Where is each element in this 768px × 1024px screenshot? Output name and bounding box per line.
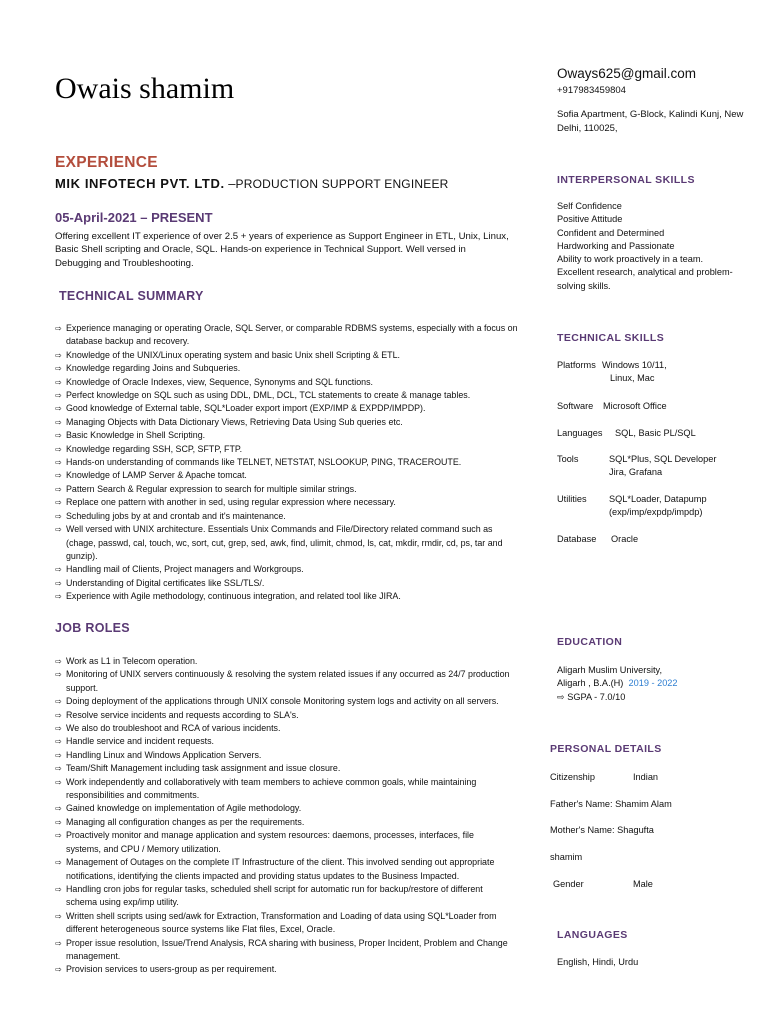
list-item-text: Provision services to users-group as per requirement. — [66, 964, 277, 975]
skill-item: Excellent research, analytical and problem-solving skills. — [557, 267, 733, 291]
arrow-bullet-icon: ⇨ — [55, 750, 62, 760]
arrow-bullet-icon: ⇨ — [55, 458, 62, 468]
father-name: Father's Name: Shamim Alam — [550, 799, 672, 809]
technical-skill-value-line: SQL*Loader, Datapump — [609, 494, 707, 504]
interpersonal-skills-list — [557, 200, 757, 293]
list-item-text: Knowledge of LAMP Server & Apache tomcat. — [66, 470, 247, 481]
list-item-text: Well versed with UNIX architecture. Essentials Unix Commands and File/Directory related command such as (chage, passwd, cal, touch, wc, sort, cut, grep, sed, awk, find, ulimit, chmod, ls, cat, mkdir, rmdir, cd, ps, tar and gunzip). — [66, 524, 503, 561]
technical-skills-heading: TECHNICAL SKILLS — [557, 332, 665, 344]
list-item-text: Experience managing or operating Oracle, SQL Server, or comparable RDBMS systems, especially with a focus on database backup and recovery. — [66, 323, 518, 347]
list-item-text: Experience with Agile methodology, continuous integration, and related tool like JIRA. — [66, 591, 401, 602]
list-item-text: Handling cron jobs for regular tasks, scheduled shell script for automatic run for backup/restore of different schema using exp/imp utility. — [66, 883, 483, 908]
arrow-bullet-icon: ⇨ — [55, 884, 62, 894]
mother-name: Mother's Name: Shagufta — [550, 825, 654, 835]
technical-skill-value — [609, 493, 707, 520]
list-item — [55, 376, 530, 389]
technical-skill-value-line: Linux, Mac — [610, 373, 655, 384]
skill-item: Hardworking and Passionate — [557, 240, 675, 251]
technical-skill-row — [557, 493, 757, 523]
list-item-text: Monitoring of UNIX servers continuously & resolving the system related issues if any occurred as 24/7 production support. — [66, 669, 510, 693]
company-name: MIK INFOTECH PVT. LTD. — [55, 176, 225, 191]
technical-skill-label: Languages — [557, 428, 603, 438]
arrow-bullet-icon: ⇨ — [55, 484, 62, 494]
gender-value: Male — [633, 879, 653, 889]
list-item-text: Gained knowledge on implementation of Agile methodology. — [66, 803, 302, 814]
technical-skill-row — [557, 453, 757, 483]
gender-label: Gender — [553, 879, 584, 889]
technical-skill-label: Database — [557, 534, 597, 544]
arrow-bullet-icon: ⇨ — [55, 592, 62, 602]
list-item — [55, 389, 530, 402]
list-item — [55, 443, 530, 456]
citizenship-label: Citizenship — [550, 772, 595, 782]
personal-details-heading: PERSONAL DETAILS — [550, 743, 662, 755]
list-item — [55, 963, 515, 976]
technical-skill-row — [557, 533, 757, 563]
list-item-text: Handling mail of Clients, Project managers and Workgroups. — [66, 564, 304, 575]
arrow-bullet-icon: ⇨ — [55, 324, 62, 333]
interpersonal-skills-heading: INTERPERSONAL SKILLS — [557, 174, 695, 186]
arrow-bullet-icon: ⇨ — [55, 404, 62, 414]
citizenship-value: Indian — [633, 772, 659, 782]
list-item-text: Management of Outages on the complete IT Infrastructure of the client. This involved sending out appropriate notifications, identifying the clients impacted and providing status updates to the Business Impacted. — [66, 857, 495, 881]
list-item-text: Managing Objects with Data Dictionary Views, Retrieving Data Using Sub queries etc. — [66, 416, 403, 427]
company-line — [55, 176, 449, 191]
skill-item: Self Confidence — [557, 201, 622, 211]
arrow-bullet-icon: ⇨ — [55, 377, 62, 387]
arrow-bullet-icon: ⇨ — [55, 498, 62, 508]
technical-skill-value — [602, 359, 667, 386]
list-item-text: Perfect knowledge on SQL such as using DDL, DML, DCL, TCL statements to create & manage tables. — [66, 390, 471, 401]
list-item-text: Handle service and incident requests. — [66, 736, 215, 747]
technical-skill-label: Software — [557, 401, 594, 411]
list-item-text: Work independently and collaboratively with team members to achieve common goals, while maintaining responsibilities and commitments. — [66, 776, 477, 801]
list-item — [55, 322, 530, 349]
list-item — [55, 749, 515, 762]
technical-skill-label: Platforms — [557, 360, 596, 370]
technical-skill-value — [603, 400, 667, 413]
arrow-bullet-icon: ⇨ — [55, 657, 62, 666]
arrow-bullet-icon: ⇨ — [55, 511, 62, 521]
list-item — [55, 496, 530, 509]
list-item-text: Knowledge regarding SSH, SCP, SFTP, FTP. — [66, 443, 243, 454]
technical-skill-row — [557, 359, 757, 389]
university-name: Aligarh Muslim University, — [557, 665, 662, 675]
email-address: Oways625@gmail.com — [557, 66, 697, 81]
list-item-text: Hands-on understanding of commands like TELNET, NETSTAT, NSLOOKUP, PING, TRACEROUTE. — [66, 457, 462, 468]
technical-summary-list — [55, 322, 530, 604]
list-item — [55, 577, 530, 590]
list-item-text: Scheduling jobs by at and crontab and it's maintenance. — [66, 510, 286, 521]
experience-summary: Offering excellent IT experience of over 2.5 + years of experience as Support Engineer in ETL, Unix, Linux, Basic Shell scripting and Oracle, SQL. Hands-on experience in Technical Support. Well versed in Debugging and Troubleshooting. — [55, 231, 509, 269]
list-item — [55, 910, 515, 937]
arrow-bullet-icon: ⇨ — [55, 710, 62, 720]
arrow-bullet-icon: ⇨ — [55, 444, 62, 454]
technical-skill-value-line: SQL*Plus, SQL Developer — [609, 454, 717, 464]
list-item — [55, 883, 515, 910]
arrow-bullet-icon: ⇨ — [55, 364, 62, 374]
education-details — [557, 664, 757, 704]
arrow-bullet-icon: ⇨ — [55, 565, 62, 575]
list-item — [55, 563, 530, 576]
list-item — [55, 523, 530, 563]
education-years: 2019 - 2022 — [628, 678, 678, 689]
candidate-name: Owais shamim — [55, 72, 235, 105]
arrow-bullet-icon: ⇨ — [55, 817, 62, 827]
arrow-bullet-icon: ⇨ — [55, 777, 62, 787]
skill-item: Positive Attitude — [557, 214, 623, 225]
list-item-text: Doing deployment of the applications through UNIX console Monitoring system logs and activity on all servers. — [66, 696, 499, 707]
list-item — [55, 655, 515, 668]
list-item — [55, 349, 530, 362]
arrow-bullet-icon: ⇨ — [55, 737, 62, 747]
list-item — [55, 429, 530, 442]
technical-skill-value-line: Jira, Grafana — [609, 467, 663, 478]
list-item — [55, 856, 515, 883]
company-separator: – — [224, 176, 236, 191]
sgpa: ⇨ SGPA - 7.0/10 — [557, 691, 626, 702]
employment-date: 05-April-2021 – PRESENT — [55, 210, 213, 225]
arrow-bullet-icon: ⇨ — [55, 391, 62, 401]
list-item-text: Resolve service incidents and requests according to SLA's. — [66, 709, 299, 720]
list-item — [55, 402, 530, 415]
list-item — [55, 937, 515, 964]
list-item-text: Understanding of Digital certificates like SSL/TLS/. — [66, 577, 265, 588]
technical-skill-label: Utilities — [557, 494, 587, 504]
arrow-bullet-icon: ⇨ — [55, 670, 62, 680]
languages-heading: LANGUAGES — [557, 929, 628, 941]
arrow-bullet-icon: ⇨ — [55, 831, 62, 841]
list-item — [55, 510, 530, 523]
technical-skill-value-line: Windows 10/11, — [602, 360, 667, 370]
list-item-text: Team/Shift Management including task assignment and issue closure. — [66, 763, 341, 774]
technical-summary-heading: TECHNICAL SUMMARY — [59, 289, 204, 303]
list-item-text: Proactively monitor and manage application and system resources: daemons, processes, interfaces, file systems, and CPU / Memory utilization. — [66, 830, 474, 854]
list-item — [55, 709, 515, 722]
degree-line — [557, 677, 757, 690]
list-item — [55, 816, 515, 829]
languages-value: English, Hindi, Urdu — [557, 957, 639, 967]
list-item — [55, 802, 515, 815]
arrow-bullet-icon: ⇨ — [55, 858, 62, 868]
arrow-bullet-icon: ⇨ — [55, 697, 62, 707]
mother-name-continued: shamim — [550, 852, 583, 862]
technical-skill-value-line: Microsoft Office — [603, 401, 667, 411]
list-item — [55, 456, 530, 469]
experience-heading: EXPERIENCE — [55, 154, 158, 171]
education-heading: EDUCATION — [557, 636, 623, 648]
list-item — [55, 362, 530, 375]
list-item-text: Work as L1 in Telecom operation. — [66, 656, 198, 666]
technical-skill-row — [557, 400, 757, 430]
list-item — [55, 695, 515, 708]
job-title: PRODUCTION SUPPORT ENGINEER — [235, 177, 449, 191]
postal-address: Sofia Apartment, G-Block, Kalindi Kunj, New Delhi, 110025, — [557, 109, 744, 134]
list-item — [55, 668, 515, 695]
arrow-bullet-icon: ⇨ — [55, 965, 62, 975]
technical-skill-label: Tools — [557, 454, 579, 464]
arrow-bullet-icon: ⇨ — [55, 938, 62, 948]
skill-item: Ability to work proactively in a team. — [557, 254, 704, 265]
list-item — [55, 722, 515, 735]
list-item-text: Pattern Search & Regular expression to search for multiple similar strings. — [66, 483, 357, 494]
technical-skill-value-line: SQL, Basic PL/SQL — [615, 428, 696, 438]
technical-skill-value-line: (exp/imp/expdp/impdp) — [609, 507, 703, 518]
city-degree: Aligarh , B.A.(H) — [557, 678, 624, 689]
arrow-bullet-icon: ⇨ — [55, 471, 62, 481]
job-roles-heading: JOB ROLES — [55, 621, 130, 635]
list-item — [55, 416, 530, 429]
arrow-bullet-icon: ⇨ — [55, 525, 62, 535]
technical-skill-value — [609, 453, 716, 480]
arrow-bullet-icon: ⇨ — [55, 350, 62, 360]
arrow-bullet-icon: ⇨ — [55, 417, 62, 427]
list-item-text: Knowledge of the UNIX/Linux operating system and basic Unix shell Scripting & ETL. — [66, 349, 400, 360]
list-item — [55, 590, 530, 603]
list-item-text: Written shell scripts using sed/awk for Extraction, Transformation and Loading of data using SQL*Loader from different heterogeneous source systems like Flat files, Excel, Oracle. — [66, 910, 497, 935]
list-item — [55, 829, 515, 856]
list-item — [55, 483, 530, 496]
list-item-text: Knowledge of Oracle Indexes, view, Sequence, Synonyms and SQL functions. — [66, 376, 374, 387]
arrow-bullet-icon: ⇨ — [55, 911, 62, 921]
list-item-text: Handling Linux and Windows Application Servers. — [66, 749, 262, 760]
technical-skill-value — [615, 427, 696, 440]
list-item-text: Basic Knowledge in Shell Scripting. — [66, 430, 206, 441]
phone-number: +917983459804 — [557, 85, 626, 96]
arrow-bullet-icon: ⇨ — [55, 764, 62, 774]
job-roles-list — [55, 655, 515, 977]
technical-skill-value — [611, 533, 638, 546]
list-item-text: Proper issue resolution, Issue/Trend Analysis, RCA sharing with business, Proper Incident, Problem and Change management. — [66, 937, 508, 961]
list-item-text: Good knowledge of External table, SQL*Loader export import (EXP/IMP & EXPDP/IMPDP). — [66, 403, 426, 414]
arrow-bullet-icon: ⇨ — [55, 578, 62, 588]
list-item-text: Managing all configuration changes as per the requirements. — [66, 816, 305, 827]
technical-skill-value-line: Oracle — [611, 534, 639, 544]
arrow-bullet-icon: ⇨ — [55, 804, 62, 814]
list-item — [55, 762, 515, 775]
arrow-bullet-icon: ⇨ — [55, 724, 62, 734]
list-item — [55, 469, 530, 482]
arrow-bullet-icon: ⇨ — [55, 431, 62, 441]
list-item — [55, 776, 515, 803]
list-item-text: We also do troubleshoot and RCA of various incidents. — [66, 723, 281, 734]
list-item-text: Knowledge regarding Joins and Subqueries. — [66, 363, 241, 374]
skill-item: Confident and Determined — [557, 227, 665, 238]
list-item — [55, 735, 515, 748]
list-item-text: Replace one pattern with another in sed, using regular expression where necessary. — [66, 497, 396, 508]
